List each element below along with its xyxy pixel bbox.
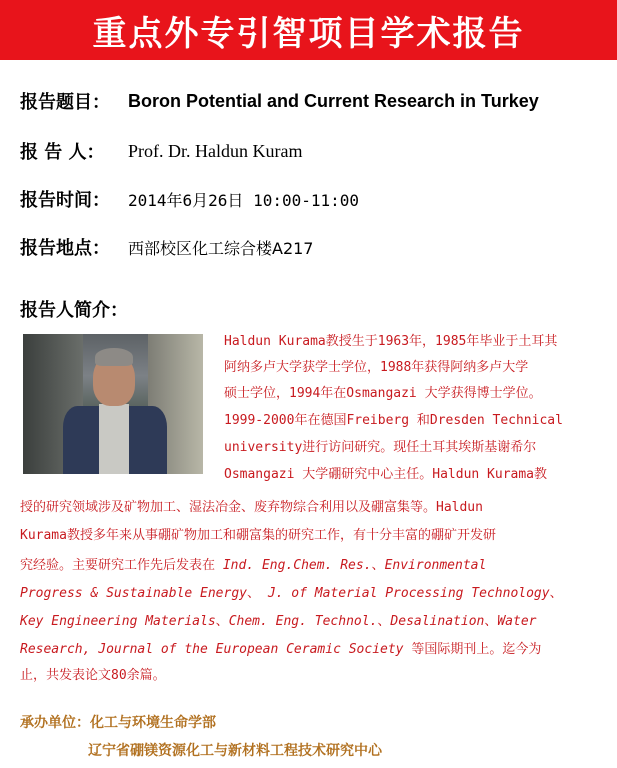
topic-row	[20, 88, 539, 114]
journal-env-progress-b: Progress & Sustainable Energy	[20, 586, 247, 601]
venue-row	[20, 234, 314, 260]
time-label: 报告时间：	[20, 190, 110, 211]
time-row	[20, 186, 359, 212]
topic-label: 报告题目：	[20, 92, 110, 113]
bio-line-9-c: 、	[371, 558, 385, 573]
bio-line-12-b: 等国际期刊上。迄今为	[403, 642, 542, 657]
bio-line-13: 止，共发表论文80余篇。	[20, 668, 166, 683]
journal-chem-eng-technol: Chem. Eng. Technol.	[228, 614, 378, 629]
venue-value: 西部校区化工综合楼A217	[128, 238, 314, 258]
journal-water-research-a: Water	[497, 614, 537, 629]
bio-line-11-d: 、	[377, 614, 391, 629]
journal-desalination: Desalination	[390, 614, 485, 629]
journal-env-progress-a: Environmental	[384, 558, 487, 573]
journal-water-research-b: Research, Journal of the European Ceramic Society	[20, 642, 404, 657]
bio-line-12	[20, 638, 541, 662]
bio-line-9-a: 究经验。主要研究工作先后发表在	[20, 558, 223, 573]
speaker-row	[20, 138, 302, 164]
title-banner	[0, 0, 617, 60]
speaker-label: 报 告 人：	[20, 142, 105, 163]
poster-title: 重点外专引智项目学术报告	[92, 13, 525, 54]
bio-line-5: university进行访问研究。现任土耳其埃斯基谢希尔	[224, 440, 537, 455]
bio-line-11	[20, 610, 537, 634]
host-org-1: 承办单位：化工与环境生命学部	[20, 715, 216, 731]
venue-label: 报告地点：	[20, 238, 110, 259]
journal-kem: Key Engineering Materials	[20, 614, 216, 629]
speaker-photo	[23, 334, 203, 474]
bio-line-6: Osmangazi 大学硼研究中心主任。Haldun Kurama教	[224, 467, 548, 482]
topic-value: Boron Potential and Current Research in Turkey	[128, 90, 539, 111]
journal-iecr: Ind. Eng.Chem. Res.	[222, 558, 372, 573]
time-value: 2014年6月26日 10:00-11:00	[128, 190, 360, 210]
host-org-2: 辽宁省硼镁资源化工与新材料工程技术研究中心	[88, 743, 382, 759]
journal-jmpt: J. of Material Processing Technology	[267, 586, 550, 601]
bio-line-11-f: 、	[484, 614, 498, 629]
bio-line-8: Kurama教授多年来从事硼矿物加工和硼富集的研究工作，有十分丰富的硼矿开发研	[20, 528, 496, 543]
bio-line-2: 阿纳多卢大学获学士学位，1988年获得阿纳多卢大学	[224, 360, 529, 375]
bio-line-7: 授的研究领域涉及矿物加工、湿法冶金、废弃物综合利用以及硼富集等。Haldun	[20, 500, 483, 515]
bio-line-10-d: 、	[549, 586, 563, 601]
bio-heading: 报告人简介：	[20, 300, 128, 321]
bio-line-4: 1999-2000年在德国Freiberg 和Dresden Technical	[224, 413, 563, 428]
speaker-value: Prof. Dr. Haldun Kuram	[128, 140, 303, 161]
bio-line-1: Haldun Kurama教授生于1963年，1985年毕业于土耳其	[224, 334, 558, 349]
bio-line-10-b: 、	[246, 586, 268, 601]
bio-line-10	[20, 582, 563, 606]
bio-line-11-b: 、	[215, 614, 229, 629]
bio-line-9	[20, 554, 486, 578]
bio-line-3: 硕士学位，1994年在Osmangazi 大学获得博士学位。	[224, 386, 542, 401]
